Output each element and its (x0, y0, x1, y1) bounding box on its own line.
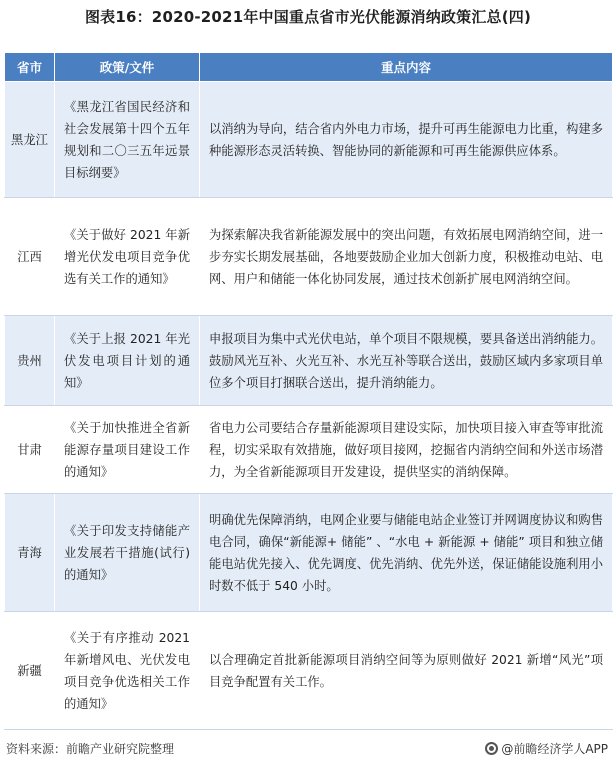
page-title: 图表16：2020-2021年中国重点省市光伏能源消纳政策汇总(四) (84, 8, 532, 26)
header-content: 重点内容 (200, 53, 613, 82)
brand-label: @前瞻经济学人APP (501, 742, 608, 756)
brand-credit (485, 740, 608, 757)
province-cell: 青海 (5, 494, 55, 612)
qianzhan-logo-icon (485, 742, 498, 755)
table-row (5, 494, 613, 612)
document-cell: 《关于上报 2021 年光伏发电项目计划的通知》 (55, 316, 200, 406)
content-cell: 以消纳为导向，结合省内外电力市场，提升可再生能源电力比重，构建多种能源形态灵活转换、智能协同的新能源和可再生能源供应体系。 (200, 82, 613, 198)
document-cell: 《关于印发支持储能产业发展若干措施(试行)的通知》 (55, 494, 200, 612)
table-row (5, 316, 613, 406)
source-note: 资料来源：前瞻产业研究院整理 (6, 742, 175, 756)
content-cell: 明确优先保障消纳，电网企业要与储能电站企业签订并网调度协议和购售电合同，确保“新能源+ 储能” 、“水电 + 新能源 + 储能” 项目和独立储能电站优先接入、优先调度、优先消纳、优先外送，保证储能设施利用小时数不低于 540 小时。 (200, 494, 613, 612)
table-row (5, 406, 613, 494)
province-cell: 黑龙江 (5, 82, 55, 198)
province-cell: 江西 (5, 198, 55, 316)
document-cell: 《关于有序推动 2021 年新增风电、光伏发电项目竞争优选相关工作的通知》 (55, 612, 200, 730)
content-cell: 省电力公司要结合存量新能源项目建设实际，加快项目接入审查等审批流程，切实采取有效措施，做好项目接网，挖掘省内消纳空间和外送市场潜力，为全省新能源项目开发建设，提供坚实的消纳保障。 (200, 406, 613, 494)
document-cell: 《关于做好 2021 年新增光伏发电项目竞争优选有关工作的通知》 (55, 198, 200, 316)
table-row (5, 82, 613, 198)
province-cell: 甘肃 (5, 406, 55, 494)
policy-table (4, 52, 613, 730)
content-cell: 为探索解决我省新能源发展中的突出问题，有效拓展电网消纳空间，进一步夯实长期发展基础，各地要鼓励企业加大创新力度，积极推动电站、电网、用户和储能一体化协同发展，通过技术创新扩展电网消纳空间。 (200, 198, 613, 316)
header-province: 省市 (5, 53, 55, 82)
header-document: 政策/文件 (55, 53, 200, 82)
table-row (5, 612, 613, 730)
content-cell: 以合理确定首批新能源项目消纳空间等为原则做好 2021 新增“风光”项目竞争配置有关工作。 (200, 612, 613, 730)
table-header-row (5, 53, 613, 82)
content-cell: 申报项目为集中式光伏电站，单个项目不限规模，要具备送出消纳能力。鼓励风光互补、火光互补、水光互补等联合送出，鼓励区域内多家项目单位多个项目打捆联合送出，提升消纳能力。 (200, 316, 613, 406)
province-cell: 新疆 (5, 612, 55, 730)
province-cell: 贵州 (5, 316, 55, 406)
document-cell: 《关于加快推进全省新能源存量项目建设工作的通知》 (55, 406, 200, 494)
table-row (5, 198, 613, 316)
document-cell: 《黑龙江省国民经济和社会发展第十四个五年规划和二〇三五年远景目标纲要》 (55, 82, 200, 198)
